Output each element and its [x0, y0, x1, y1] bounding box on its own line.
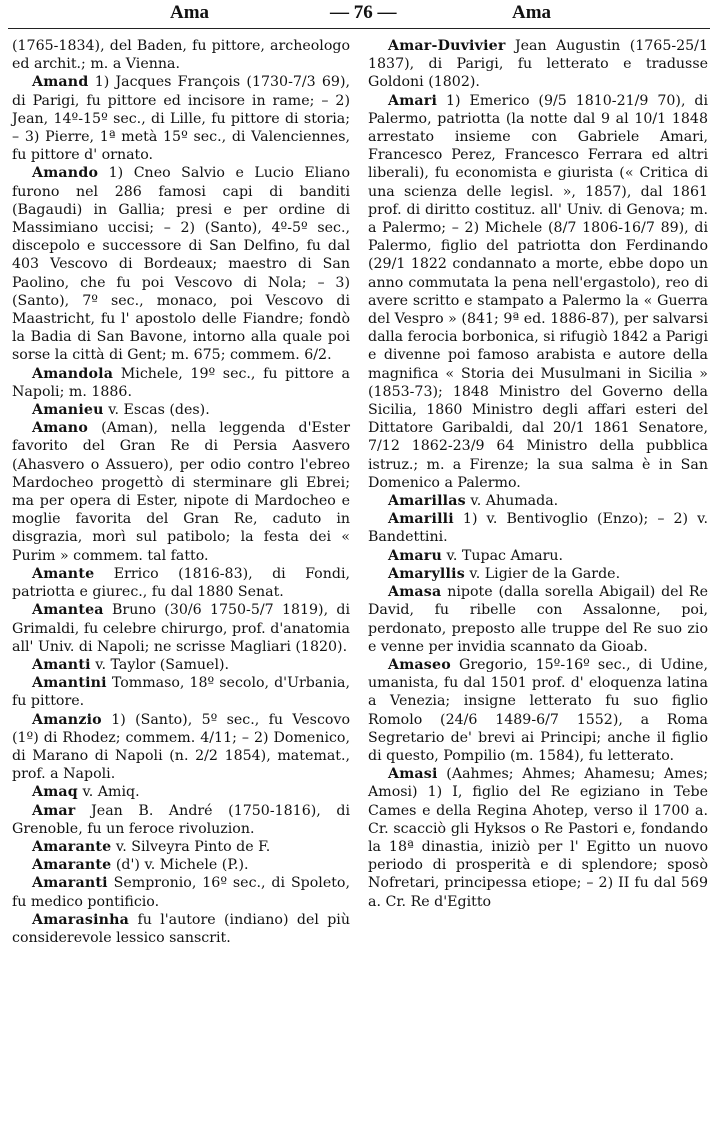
entry-text: 1) Cneo Salvio e Lucio Eliano furono nel 286 famosi capi di banditi (Bagaudi) in Gallia; presi e per ordine di Massimiano uccisi; – 2) (Santo), 4º-5º sec., discepolo e successore di San Delfino, fu dal 403 Vescovo di Bordeaux; maestro di San Paolino, che fu poi Vescovo di Nola; – 3) (Santo), 7º sec., monaco, poi Vescovo di Maastricht, fu l' apostolo delle Fiandre; fondò la Badia di San Bavone, intorno alla quale poi sorse la città di Gent; m. 675; commem. 6/2. — [12, 165, 351, 364]
dictionary-entry — [12, 802, 350, 838]
entry-text: v. Taylor (Samuel). — [95, 656, 230, 673]
left-column — [12, 37, 350, 947]
entry-text: Michele, 19º sec., fu pittore a Napoli; m. 1886. — [12, 365, 350, 400]
dictionary-entry — [368, 510, 708, 546]
entry-text: 1) Emerico (9/5 1810-21/9 70), di Palermo, patriotta (la notte dal 9 al 10/1 1848 arrestato insieme con Gabriele Amari, Francesco Perez, Francesco Ferrara ed altri liberali), fu economista e giurista (« Critica di una scienza delle legisl. », 1857), dal 1861 prof. di diritto costituz. all' Univ. di Genova; m. a Palermo; – 2) Michele (8/7 1806-16/7 89), di Palermo, figlio del patriotta don Ferdinando (29/1 1822 condannato a morte, ebbe dopo un anno commutata la pena nell'ergastolo), reo di avere scritto e stampato a Palermo la « Guerra del Vespro » (841; 9ª ed. 1886-87), per salvarsi dalla ferocia borbonica, si rifugiò 1842 a Parigi e divenne poi famoso arabista e autore della magnifica « Storia dei Musulmani in Sicilia » (1853-73); 1848 Ministro del Governo della Sicilia, 1860 Ministro degli affari esteri del Dittatore Garibaldi, dal 20/1 1861 Senatore, 7/12 1862-23/9 64 Ministro della pubblica istruz.; m. a Firenze; la sua salma è in San Domenico a Palermo. — [368, 92, 708, 491]
entry-headword: Amanti — [32, 656, 91, 673]
dictionary-entry — [12, 838, 350, 856]
header-right-guide-word: Ama — [512, 2, 552, 23]
entry-text: Tommaso, 18º secolo, d'Urbania, fu pittore. — [12, 675, 350, 710]
entry-text: 1) v. Bentivoglio (Enzo); – 2) v. Bandettini. — [368, 511, 708, 546]
entry-headword: Amarasinha — [32, 911, 130, 928]
entry-headword: Amante — [32, 565, 95, 582]
entry-text: Errico (1816-83), di Fondi, patriotta e giurec., fu dal 1880 Senat. — [12, 565, 350, 601]
dictionary-entry — [368, 656, 708, 765]
dictionary-entry — [12, 911, 350, 947]
dictionary-entry — [368, 565, 708, 583]
entry-headword: Amaru — [388, 547, 443, 564]
entry-headword: Amarillas — [388, 493, 466, 510]
entry-text: v. Ahumada. — [470, 493, 559, 510]
entry-headword: Amarante — [32, 857, 112, 874]
entry-headword: Amanzio — [32, 711, 102, 728]
dictionary-entry — [12, 401, 350, 419]
entry-text: v. Ligier de la Garde. — [469, 565, 621, 582]
dictionary-entry — [12, 674, 350, 710]
entry-headword: Amanieu — [32, 402, 104, 419]
dictionary-entry — [12, 656, 350, 674]
dictionary-entry — [12, 73, 350, 164]
entry-headword: Amar-Duvivier — [388, 38, 506, 54]
dictionary-entry — [12, 856, 350, 874]
entry-text: Bruno (30/6 1750-5/7 1819), di Grimaldi, fu celebre chirurgo, prof. d'anatomia all' Univ. di Napoli; ne scrisse Magliari (1820). — [12, 602, 350, 655]
dictionary-entry — [12, 37, 350, 73]
dictionary-entry — [12, 711, 350, 784]
entry-text: Sempronio, 16º sec., di Spoleto, fu medico pontificio. — [12, 875, 350, 910]
dictionary-entry — [368, 37, 708, 92]
entry-headword: Amandola — [32, 365, 114, 382]
page-header — [0, 0, 718, 30]
entry-text: Gregorio, 15º-16º sec., di Udine, umanista, fu dal 1501 prof. d' eloquenza latina a Venezia; insigne letterato fu suo figlio Romolo (24/6 1489-6/7 1552), a Roma Segretario de' brevi ai Principi; anche il figlio di questo, Pompilio (m. 1584), fu letterato. — [368, 656, 709, 764]
entry-headword: Amaranti — [32, 875, 108, 892]
entry-headword: Amasi — [388, 766, 438, 783]
dictionary-entry — [12, 565, 350, 601]
entry-headword: Amasa — [388, 584, 442, 601]
entry-headword: Amarilli — [388, 511, 454, 528]
entry-text: (Aahmes; Ahmes; Ahamesu; Ames; Amosi) 1) I, figlio del Re egiziano in Tebe Cames e della Regina Ahotep, verso il 1700 a. Cr. scacciò gli Hyksos o Re Pastori e, fondando la 18ª dinastia, iniziò per l' Egitto un nuovo periodo di prosperità e di splendore; sposò Nofretari, principessa etiope; – 2) II fu dal 569 a. Cr. Re d'Egitto — [368, 766, 709, 910]
entry-text: (Aman), nella leggenda d'Ester favorito del Gran Re di Persia Aasvero (Ahasvero o Assuero), per odio contro l'ebreo Mardocheo progettò di sterminare gli Ebrei; ma per opera di Ester, nipote di Mardocheo e moglie favorita del Gran Re, caduto in disgrazia, morì sul patibolo; la festa dei « Purim » commem. tal fatto. — [12, 420, 350, 564]
dictionary-entry — [12, 874, 350, 910]
dictionary-entry — [368, 92, 708, 492]
entry-text: fu l'autore (indiano) del più considerevole lessico sanscrit. — [12, 911, 350, 946]
entry-headword: Amano — [32, 420, 88, 437]
entry-text: Jean B. André (1750-1816), di Grenoble, fu un feroce rivoluzion. — [12, 802, 350, 837]
dictionary-entry — [368, 765, 708, 911]
entry-text: Jean Augustin (1765-25/1 1837), di Parigi, fu letterato e tradusse Goldoni (1802). — [368, 38, 708, 91]
header-rule — [8, 28, 710, 29]
page-number: — 76 — — [330, 2, 397, 23]
entry-headword: Amand — [32, 74, 89, 91]
entry-text: v. Escas (des). — [108, 402, 210, 419]
dictionary-entry — [368, 492, 708, 510]
dictionary-entry — [12, 419, 350, 565]
dictionary-entry — [12, 783, 350, 801]
entry-headword: Amantea — [32, 602, 104, 619]
entry-headword: Amari — [388, 92, 438, 109]
dictionary-entry — [368, 547, 708, 565]
entry-headword: Amaryllis — [388, 565, 465, 582]
entry-headword: Amaq — [32, 784, 78, 801]
dictionary-entry — [12, 164, 350, 364]
entry-text: v. Silveyra Pinto de F. — [115, 838, 271, 855]
dictionary-entry — [368, 583, 708, 656]
entry-text: 1) (Santo), 5º sec., fu Vescovo (1º) di Rhodez; commem. 4/11; – 2) Domenico, di Marano di Napoli (n. 2/2 1854), matemat., prof. a Napoli. — [12, 711, 350, 783]
entry-headword: Amar — [32, 802, 76, 819]
entry-headword: Amantini — [32, 675, 107, 692]
dictionary-entry — [12, 365, 350, 401]
entry-text: nipote (dalla sorella Abigail) del Re David, fu ribelle con Assalonne, poi, perdonato, preposto alle truppe del Re suo zio e venne per invidia scannato da Gioab. — [368, 584, 708, 655]
entry-text: 1) Jacques François (1730-7/3 69), di Parigi, fu pittore ed incisore in rame; – 2) Jean, 14º-15º sec., di Lille, fu pittore di storia; – 3) Pierre, 1ª metà 15º sec., di Valenciennes, fu pittore d' ornato. — [12, 74, 351, 164]
entry-headword: Amaseo — [388, 656, 451, 673]
entry-text: v. Tupac Amaru. — [446, 547, 564, 564]
right-column — [368, 37, 708, 911]
header-left-guide-word: Ama — [170, 2, 210, 23]
entry-text: (d') v. Michele (P.). — [115, 857, 249, 874]
entry-headword: Amando — [32, 165, 99, 182]
entry-headword: Amarante — [32, 838, 112, 855]
entry-text: (1765-1834), del Baden, fu pittore, archeologo ed archit.; m. a Vienna. — [12, 38, 350, 73]
entry-text: v. Amiq. — [82, 784, 140, 801]
dictionary-entry — [12, 601, 350, 656]
